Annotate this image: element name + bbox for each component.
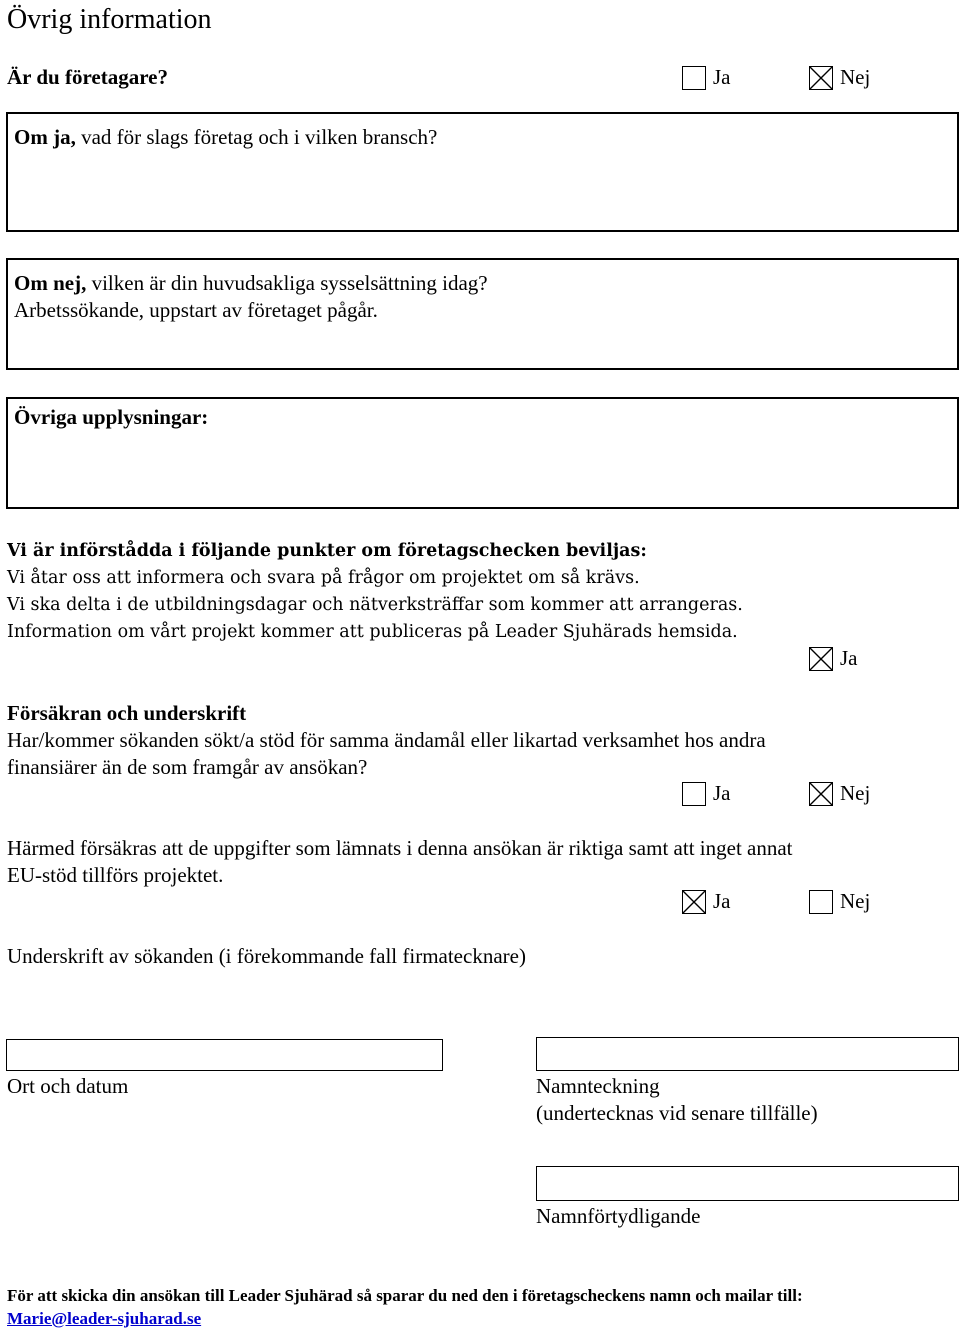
- checkbox-cross-icon: [810, 67, 832, 89]
- commitments-heading: Vi är införstådda i följande punkter om företagschecken beviljas:: [7, 541, 647, 561]
- footer-instructions: För att skicka din ansökan till Leader Sjuhärad så sparar du ned den i företagscheckens namn och mailar till:: [7, 1286, 803, 1305]
- assurance-statement-line-1: Härmed försäkras att de uppgifter som lämnats i denna ansökan är riktiga samt att inget annat: [7, 836, 793, 860]
- signature-note: (undertecknas vid senare tillfälle): [536, 1101, 818, 1125]
- checkbox-cross-icon: [810, 783, 832, 805]
- other-funding-no-label: Nej: [840, 781, 871, 805]
- if-yes-question: vad för slags företag och i vilken bransch?: [75, 125, 438, 149]
- statement-no-label: Nej: [840, 889, 871, 913]
- footer-email-link[interactable]: Marie@leader-sjuharad.se: [7, 1309, 202, 1328]
- place-date-label: Ort och datum: [7, 1074, 129, 1098]
- business-no-checkbox[interactable]: [809, 66, 833, 90]
- name-clarification-field[interactable]: [536, 1166, 959, 1201]
- if-no-lead: Om nej,: [14, 271, 87, 295]
- assurance-question-line-2: finansiärer än de som framgår av ansökan?: [7, 755, 368, 779]
- checkbox-cross-icon: [683, 891, 705, 913]
- if-yes-lead: Om ja,: [14, 125, 76, 149]
- commitment-line-1: Vi åtar oss att informera och svara på frågor om projektet om så krävs.: [7, 568, 640, 588]
- statement-no-checkbox[interactable]: [809, 890, 833, 914]
- other-info-textbox[interactable]: [6, 397, 959, 509]
- assurance-statement-line-2: EU-stöd tillförs projektet.: [7, 863, 224, 887]
- commitment-line-2: Vi ska delta i de utbildningsdagar och nätverksträffar som kommer att arrangeras.: [7, 595, 743, 615]
- other-funding-yes-label: Ja: [713, 781, 731, 805]
- other-funding-no-checkbox[interactable]: [809, 782, 833, 806]
- if-no-textbox[interactable]: [6, 258, 959, 370]
- assurance-question-line-1: Har/kommer sökanden sökt/a stöd för samma ändamål eller likartad verksamhet hos andra: [7, 728, 766, 752]
- statement-yes-label: Ja: [713, 889, 731, 913]
- business-yes-checkbox[interactable]: [682, 66, 706, 90]
- statement-yes-checkbox[interactable]: [682, 890, 706, 914]
- other-funding-yes-checkbox[interactable]: [682, 782, 706, 806]
- business-question: Är du företagare?: [7, 65, 168, 89]
- other-info-label: Övriga upplysningar:: [14, 405, 209, 429]
- business-no-label: Nej: [840, 65, 871, 89]
- business-yes-label: Ja: [713, 65, 731, 89]
- name-clarification-label: Namnförtydligande: [536, 1204, 701, 1228]
- commitments-yes-label: Ja: [840, 646, 858, 670]
- commitments-yes-checkbox[interactable]: [809, 647, 833, 671]
- place-date-field[interactable]: [6, 1039, 443, 1071]
- page-title: Övrig information: [7, 4, 212, 35]
- signature-label: Namnteckning: [536, 1074, 660, 1098]
- if-no-question: vilken är din huvudsakliga sysselsättning idag?: [86, 271, 488, 295]
- commitment-line-3: Information om vårt projekt kommer att publiceras på Leader Sjuhärads hemsida.: [7, 622, 738, 642]
- if-yes-textbox[interactable]: [6, 112, 959, 232]
- checkbox-cross-icon: [810, 648, 832, 670]
- signature-heading: Underskrift av sökanden (i förekommande fall firmatecknare): [7, 944, 526, 968]
- if-no-answer: Arbetssökande, uppstart av företaget pågår.: [14, 298, 378, 322]
- signature-field[interactable]: [536, 1037, 959, 1071]
- assurance-heading: Försäkran och underskrift: [7, 701, 247, 725]
